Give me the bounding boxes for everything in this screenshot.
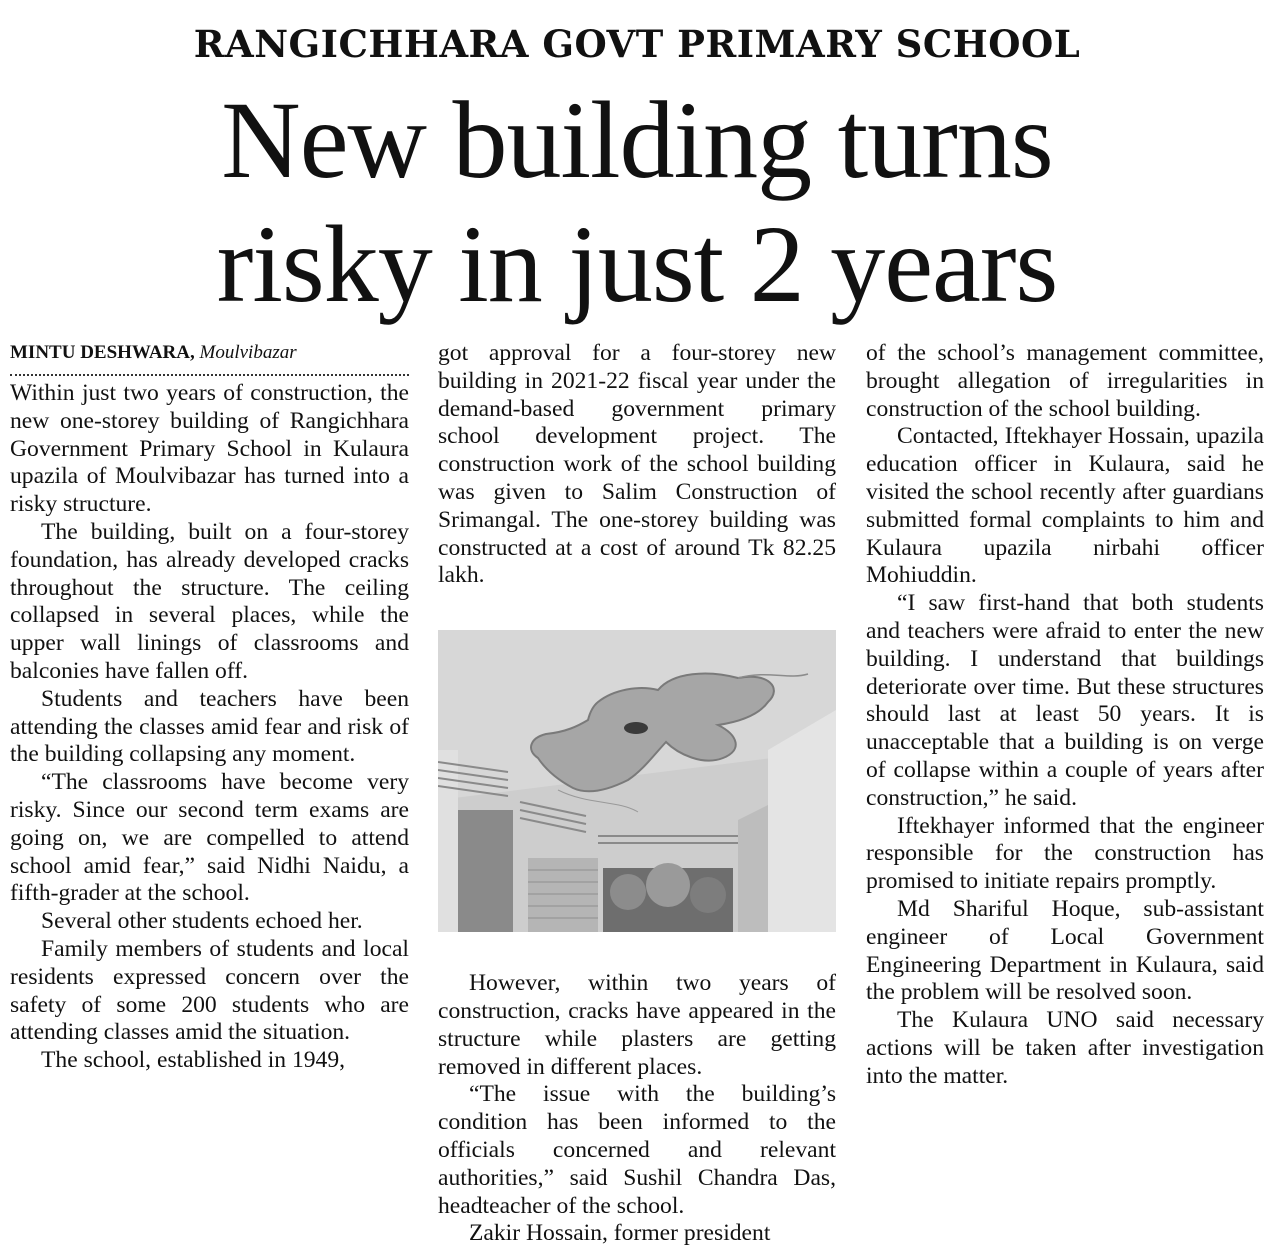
paragraph: Md Shariful Hoque, sub-assistant engineer of Local Government Engineering Department in Kulaura, said the problem will be resolved soon. bbox=[866, 895, 1264, 1006]
paragraph: “I saw first-hand that both students and teachers were afraid to enter the new building. I understand that buildings deteriorate over time. But these structures should last at least 50 years. It is unacceptable that a building is on verge of collapse within a couple of years after construction,” he said. bbox=[866, 590, 1264, 811]
paragraph: Within just two years of construction, the new one-storey building of Rangichhara Government Primary School in Kulaura upazila of Moulvibazar has turned into a risky structure. bbox=[10, 380, 409, 518]
kicker-title: RANGICHHARA GOVT PRIMARY SCHOOL bbox=[193, 22, 1081, 66]
paragraph: of the school’s management committee, brought allegation of irregularities in construction of the school building. bbox=[866, 340, 1264, 422]
paragraph: got approval for a four-storey new building in 2021-22 fiscal year under the demand-based government primary school development project. The construction work of the school building was given to Salim Construction of Srimangal. The one-storey building was constructed at a cost of around Tk 82.25 lakh. bbox=[438, 340, 836, 589]
paragraph: Contacted, Iftekhayer Hossain, upazila education officer in Kulaura, said he visited the school recently after guardians submitted formal complaints to him and Kulaura upazila nirbahi officer Mohiuddin. bbox=[866, 423, 1264, 589]
paragraph: “The issue with the building’s condition has been informed to the officials concerned and relevant authorities,” said Sushil Chandra Das, headteacher of the school. bbox=[438, 1081, 836, 1219]
byline bbox=[10, 340, 409, 376]
headline-line-1: New building turns bbox=[221, 79, 1053, 201]
paragraph: The Kulaura UNO said necessary actions will be taken after investigation into the matter. bbox=[866, 1007, 1264, 1089]
byline-location: Moulvibazar bbox=[199, 342, 297, 363]
paragraph: Several other students echoed her. bbox=[41, 908, 363, 935]
headline bbox=[0, 78, 1274, 326]
paragraph: The school, established in 1949, bbox=[41, 1047, 346, 1074]
news-photo-damaged-ceiling bbox=[438, 630, 836, 932]
paragraph: “The classrooms have become very risky. Since our second term exams are going on, we are compelled to attend school amid fear,” said Nidhi Naidu, a fifth-grader at the school. bbox=[10, 769, 409, 907]
paragraph: Iftekhayer informed that the engineer responsible for the construction has promised to initiate repairs promptly. bbox=[866, 812, 1264, 895]
paragraph: The building, built on a four-storey foundation, has already developed cracks throughout the structure. The ceiling collapsed in several places, while the upper wall linings of classrooms and balconies have fallen off. bbox=[10, 518, 409, 684]
paragraph: Zakir Hossain, former president bbox=[469, 1220, 771, 1247]
byline-author: MINTU DESHWARA, bbox=[10, 342, 195, 363]
paragraph: However, within two years of construction, cracks have appeared in the structure while plasters are getting removed in different places. bbox=[438, 970, 836, 1080]
paragraph: Family members of students and local residents expressed concern over the safety of some 200 students who are attending classes amid the situation. bbox=[10, 935, 409, 1046]
headline-line-2: risky in just 2 years bbox=[216, 203, 1058, 325]
article-column-2 bbox=[438, 340, 836, 1248]
article-column-3 bbox=[866, 340, 1264, 1091]
photo-illustration bbox=[438, 630, 836, 932]
paragraph: Students and teachers have been attending the classes amid fear and risk of the building collapsing any moment. bbox=[10, 685, 409, 768]
article-column-1 bbox=[10, 340, 409, 1075]
